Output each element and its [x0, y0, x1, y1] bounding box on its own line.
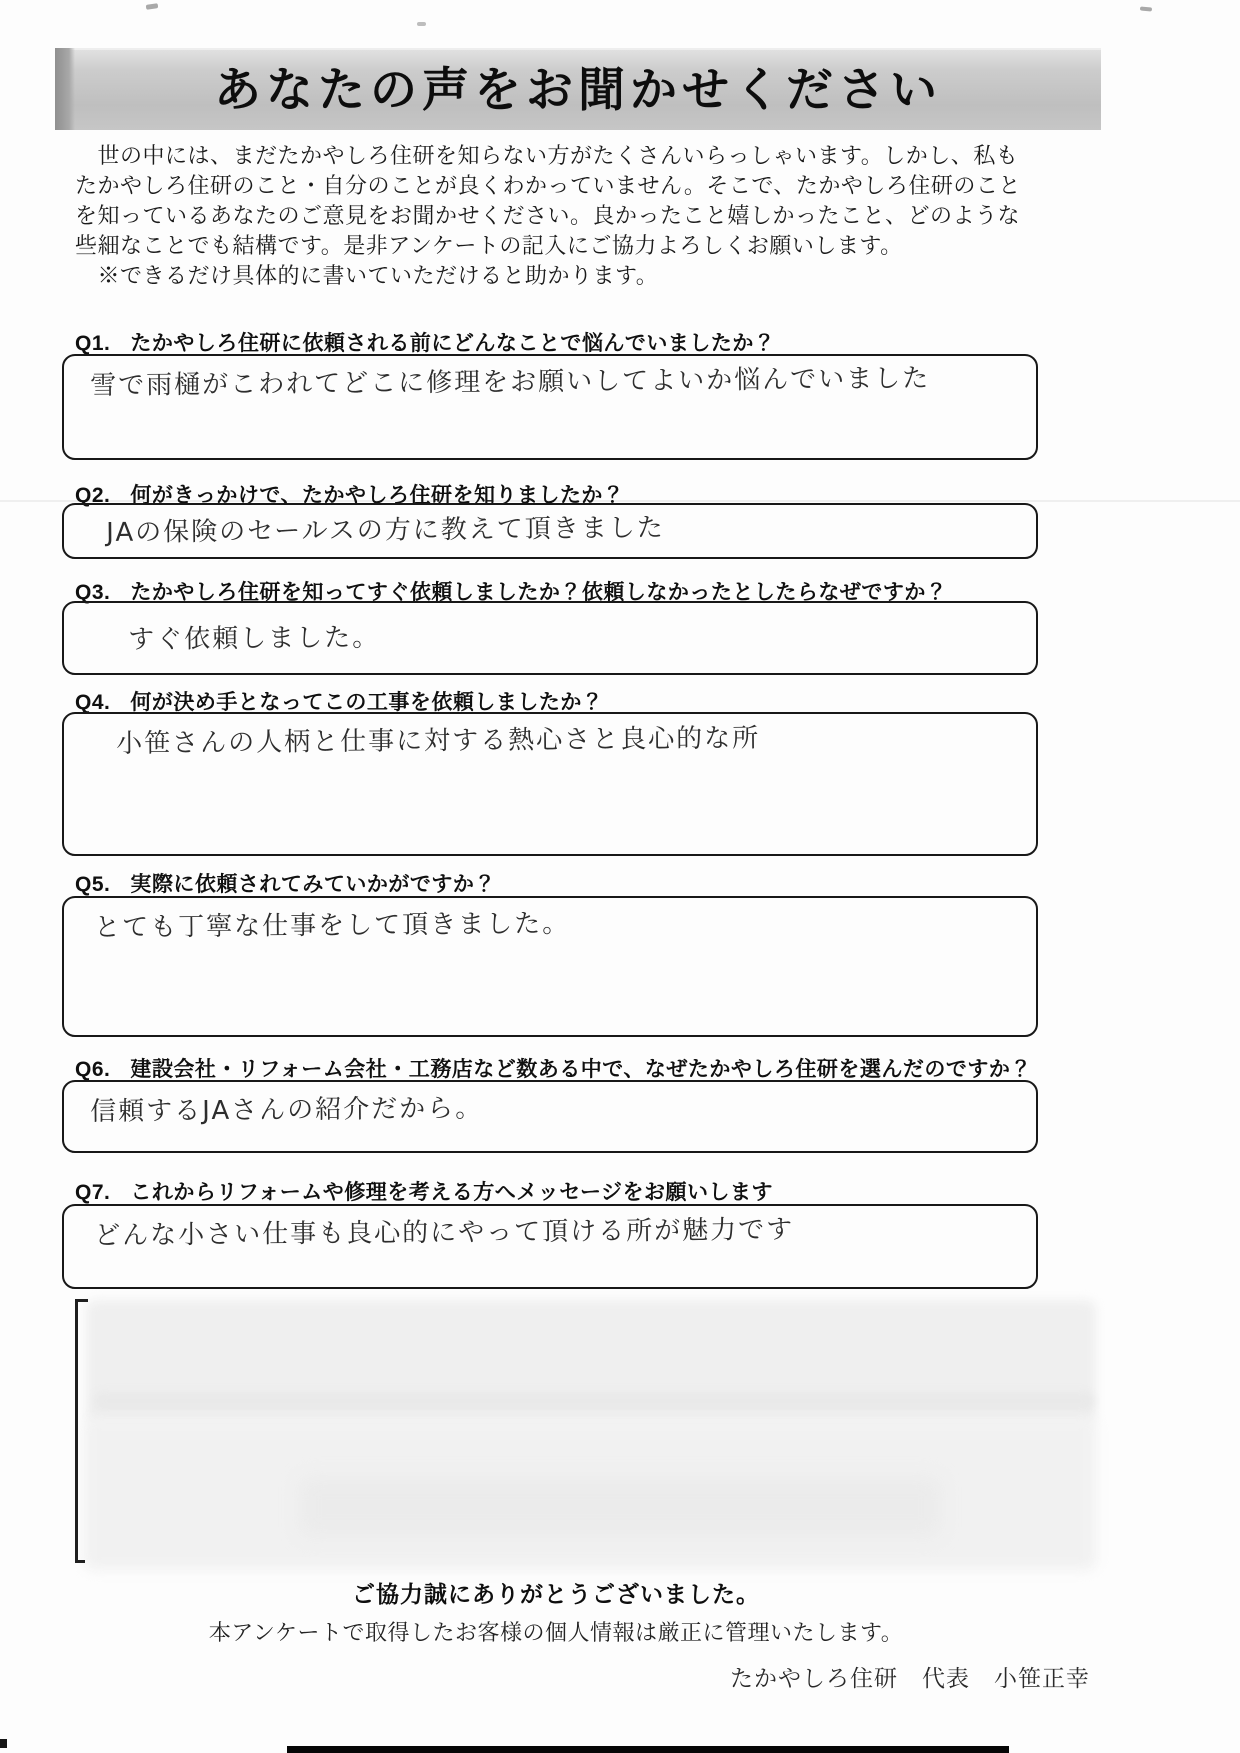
question-text: たかやしろ住研に依頼される前にどんなことで悩んでいましたか？ — [130, 332, 776, 355]
answer-box-q6 — [62, 1080, 1038, 1153]
redacted-blur-band — [94, 1392, 1094, 1410]
question-text: 建設会社・リフォーム会社・工務店など数ある中で、なぜたかやしろ住研を選んだのですか？ — [130, 1058, 1032, 1081]
handwritten-answer-q1: 雪で雨樋がこわれてどこに修理をお願いしてよいか悩んでいました — [90, 363, 931, 401]
question-number: Q7. — [75, 1181, 111, 1204]
handwritten-answer-q6: 信頼するJAさんの紹介だから。 — [90, 1093, 484, 1127]
answer-box-q5 — [62, 896, 1038, 1037]
privacy-notice: 本アンケートで取得したお客様の個人情報は厳正に管理いたします。 — [208, 1620, 904, 1645]
scan-speck — [146, 3, 159, 10]
question-text: たかやしろ住研を知ってすぐ依頼しましたか？依頼しなかったとしたらなぜですか？ — [130, 581, 948, 604]
redaction-left-rule — [75, 1299, 78, 1563]
title-banner — [55, 48, 1101, 130]
answer-box-q7 — [62, 1204, 1038, 1289]
scan-speck — [417, 22, 426, 26]
redaction-left-rule-top — [75, 1299, 88, 1302]
intro-line: たかやしろ住研のこと・自分のことが良くわかっていません。そこで、たかやしろ住研のこと — [75, 173, 1021, 198]
question-text: 何がきっかけで、たかやしろ住研を知りましたか？ — [130, 484, 625, 507]
handwritten-answer-q5: とても丁寧な仕事をして頂きました。 — [94, 908, 571, 943]
answer-box-q4 — [62, 712, 1038, 856]
bottom-scan-bar — [287, 1746, 1009, 1753]
question-label-q1 — [75, 327, 775, 357]
intro-line: 些細なことでも結構です。是非アンケートの記入にご協力よろしくお願いします。 — [75, 233, 903, 258]
company-signature: たかやしろ住研 代表 小笹正幸 — [730, 1666, 1090, 1691]
handwritten-answer-q7: どんな小さい仕事も良心的にやって頂ける所が魅力です — [94, 1214, 795, 1251]
answer-box-q1 — [62, 354, 1038, 460]
handwritten-answer-q2: JAの保険のセールスの方に教えて頂きました — [106, 513, 665, 548]
question-label-q7 — [75, 1176, 773, 1206]
question-label-q5 — [75, 868, 496, 898]
intro-line: 世の中には、まだたかやしろ住研を知らない方がたくさんいらっしゃいます。しかし、私も — [75, 143, 1019, 168]
intro-paragraph — [75, 141, 1035, 291]
question-label-q6 — [75, 1053, 1032, 1083]
scan-speck — [1140, 6, 1152, 11]
handwritten-answer-q4: 小笹さんの人柄と仕事に対する熱心さと良心的な所 — [116, 723, 761, 759]
thanks-message: ご協力誠にありがとうございました。 — [352, 1581, 760, 1607]
intro-line: を知っているあなたのご意見をお聞かせください。良かったこと嬉しかったこと、どのような — [75, 203, 1021, 228]
answer-box-q2 — [62, 503, 1038, 559]
question-text: 実際に依頼されてみていかがですか？ — [130, 873, 496, 896]
question-number: Q6. — [75, 1058, 111, 1081]
question-number: Q4. — [75, 691, 111, 714]
question-number: Q2. — [75, 484, 111, 507]
question-number: Q1. — [75, 332, 111, 355]
page-title: あなたの声をお聞かせください — [214, 63, 942, 116]
question-number: Q3. — [75, 581, 111, 604]
question-text: 何が決め手となってこの工事を依頼しましたか？ — [130, 691, 604, 714]
redacted-blur-blob — [300, 1478, 940, 1536]
handwritten-answer-q3: すぐ依頼しました。 — [128, 622, 381, 655]
redaction-left-rule-bottom — [75, 1560, 85, 1563]
scan-speck — [0, 1739, 7, 1748]
answer-box-q3 — [62, 601, 1038, 675]
intro-note: ※できるだけ具体的に書いていただけると助かります。 — [75, 263, 659, 288]
question-number: Q5. — [75, 873, 111, 896]
question-text: これからリフォームや修理を考える方へメッセージをお願いします — [130, 1181, 774, 1204]
